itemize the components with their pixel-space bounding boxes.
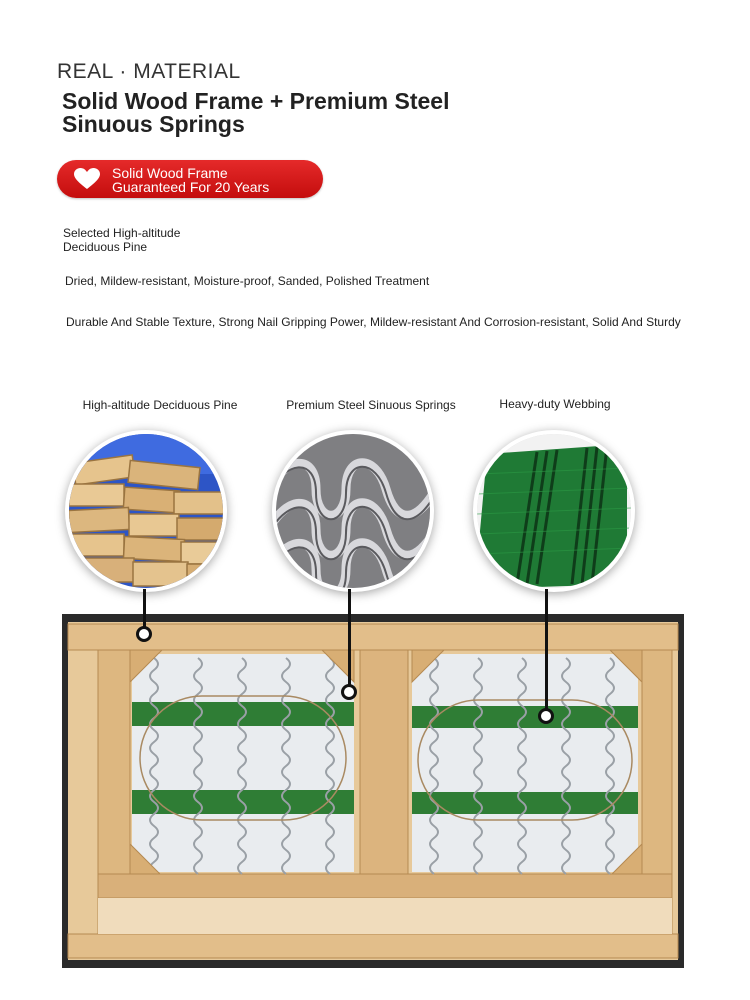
material-label-springs: Premium Steel Sinuous Springs bbox=[286, 398, 456, 412]
pointer-dot-pine bbox=[136, 626, 152, 642]
pointer-line-springs bbox=[348, 589, 351, 687]
section-kicker: REAL · MATERIAL bbox=[57, 60, 241, 83]
pointer-line-webbing bbox=[545, 589, 548, 713]
badge-line-1: Solid Wood Frame bbox=[112, 165, 228, 181]
feature-durability: Durable And Stable Texture, Strong Nail Gripping Power, Mildew-resistant And Corrosion-resistant, Solid And Sturdy bbox=[66, 315, 681, 329]
heart-icon bbox=[74, 168, 100, 190]
steel-springs-image bbox=[272, 430, 434, 592]
title-line-2: Sinuous Springs bbox=[62, 111, 245, 137]
badge-text bbox=[112, 166, 269, 194]
material-label-pine: High-altitude Deciduous Pine bbox=[82, 398, 238, 412]
pointer-dot-webbing bbox=[538, 708, 554, 724]
pointer-dot-springs bbox=[341, 684, 357, 700]
badge-line-2: Guaranteed For 20 Years bbox=[112, 179, 270, 195]
title-line-1: Solid Wood Frame + Premium Steel bbox=[62, 88, 450, 114]
feature-pine bbox=[63, 226, 180, 254]
page-title bbox=[62, 90, 449, 136]
sofa-frame-image bbox=[62, 614, 684, 968]
webbing-image bbox=[473, 430, 635, 592]
material-label-webbing: Heavy-duty Webbing bbox=[499, 397, 611, 411]
pine-lumber-image bbox=[65, 430, 227, 592]
feature-pine-line-2: Deciduous Pine bbox=[63, 240, 148, 254]
warranty-badge bbox=[57, 160, 323, 198]
feature-treatment: Dried, Mildew-resistant, Moisture-proof, Sanded, Polished Treatment bbox=[65, 274, 430, 288]
feature-pine-line-1: Selected High-altitude bbox=[63, 226, 181, 240]
